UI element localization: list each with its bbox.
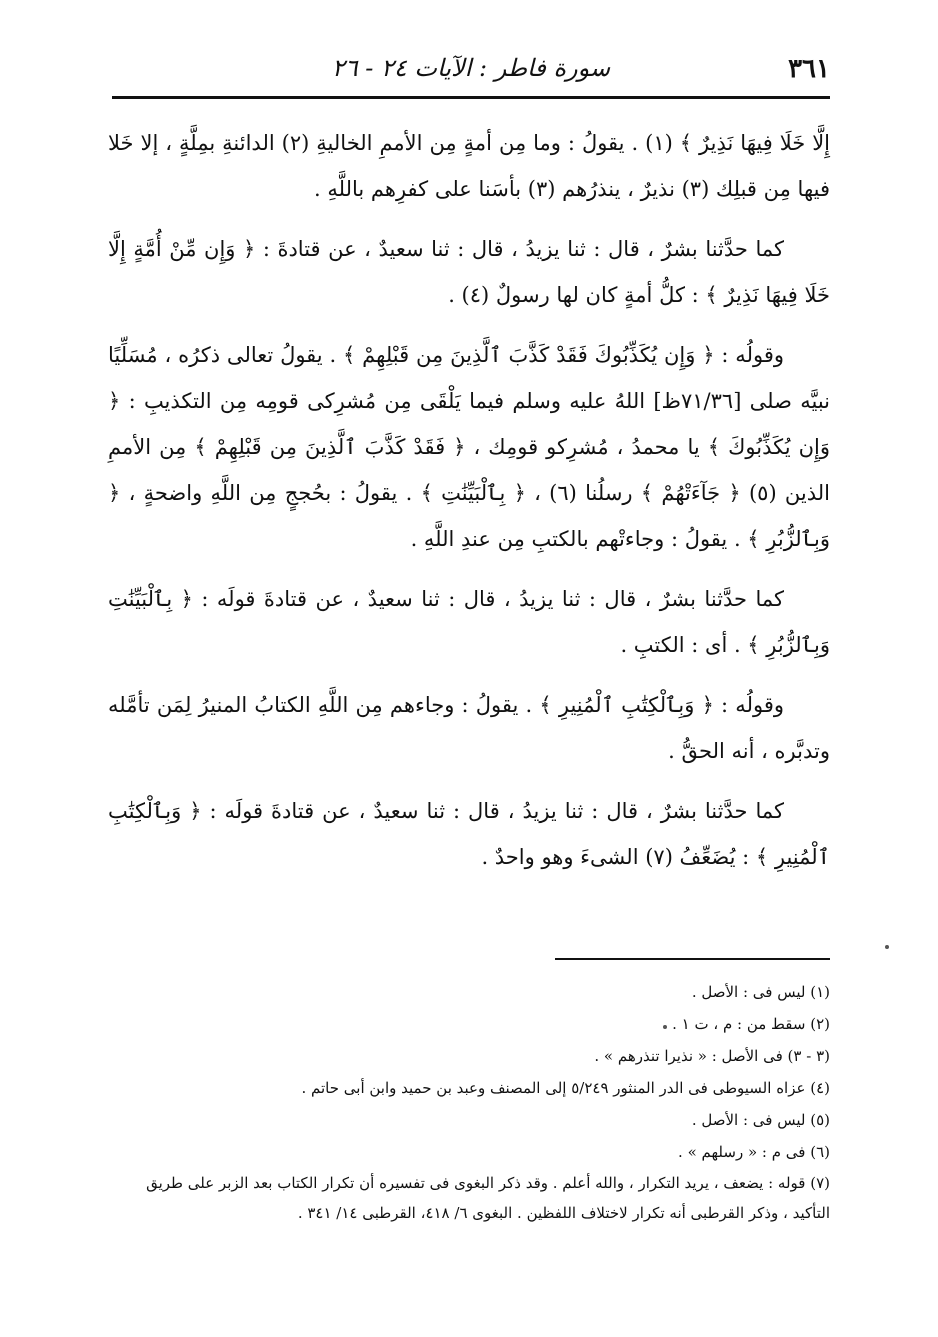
footnote: (٧) قوله : يضعف ، يريد التكرار ، والله أعلم . وقد ذكر البغوى فى تفسيره أن تكرار الكتاب بعد الزبر على طريق التأكيد ، وذكر القرطبى أنه تكرار لاختلاف اللفظين . البغوى ٦/ ٤١٨، القرطبى ١٤/ ٣٤١ . [146,1174,830,1222]
footnote: (٥) ليس فى : الأصل . [691,1111,830,1129]
page-number: ٣٦١ [788,54,830,84]
footnote: (٣ - ٣) فى الأصل : « نذيرا تنذرهم » . [594,1047,830,1065]
paragraph: وقولُه : ﴿ وَإِن يُكَذِّبُوكَ فَقَدْ كَذَّبَ ٱلَّذِينَ مِن قَبْلِهِمْ ﴾ . يقولُ تعالى ذكرُه ، مُسَلِّيًا نبيَّه صلى [٧١/٣٦ظ] اللهُ عليه وسلم فيما يَلْقَى مِن مُشرِكى قومِه مِن التكذيبِ : ﴿ وَإِن يُكَذِّبُوكَ ﴾ يا محمدُ ، مُشرِكو قومِك ، ﴿ فَقَدْ كَذَّبَ ٱلَّذِينَ مِن قَبْلِهِمْ ﴾ مِن الأممِ الذين (٥) ﴿ جَآءَتْهُمْ ﴾ رسلُنا (٦) ، ﴿ بِٱلْبَيِّنَٰتِ ﴾ . يقولُ : بحُججٍ مِن اللَّهِ واضحةٍ ، ﴿ وَبِٱلزُّبُرِ ﴾ . يقولُ : وجاءتْهم بالكتبِ مِن عندِ اللَّهِ . [108,343,831,551]
print-speck [885,945,889,949]
footnote-divider [555,958,830,960]
footnote: (١) ليس فى : الأصل . [691,983,830,1001]
paragraph: إِلَّا خَلَا فِيهَا نَذِيرٌ ﴾ (١) . يقولُ : وما مِن أمةٍ مِن الأممِ الخاليةِ (٢) الدائنةِ بمِلَّةٍ ، إلا خَلا فيها مِن قبلِك (٣) نذيرٌ ، ينذرُهم (٣) بأسَنا على كفرِهم باللَّهِ . [108,131,831,201]
footnote: (٢) سقط من : م ، ت ١ . [672,1015,830,1033]
footnotes [108,976,830,1228]
page-header [112,40,830,99]
print-speck [663,1025,667,1029]
running-title: سورة فاطر : الآيات ٢٤ - ٢٦ [331,54,611,82]
footnote: (٦) فى م : « رسلهم » . [678,1143,830,1161]
paragraph: وقولُه : ﴿ وَبِٱلْكِتَٰبِ ٱلْمُنِيرِ ﴾ . يقولُ : وجاءهم مِن اللَّهِ الكتابُ المنيرُ لِمَن تأمَّله وتدبَّره ، أنه الحقُّ . [108,693,830,763]
footnote: (٤) عزاه السيوطى فى الدر المنثور ٥/٢٤٩ إلى المصنف وعبد بن حميد وابن أبى حاتم . [301,1079,830,1097]
paragraph: كما حدَّثنا بشرٌ ، قال : ثنا يزيدُ ، قال : ثنا سعيدٌ ، عن قتادةَ قولَه : ﴿ بِٱلْبَيِّنَٰتِ وَبِٱلزُّبُرِ ﴾ . أى : الكتبِ . [108,587,830,657]
paragraph: كما حدَّثنا بشرٌ ، قال : ثنا يزيدُ ، قال : ثنا سعيدٌ ، عن قتادةَ : ﴿ وَإِن مِّنْ أُمَّةٍ إِلَّا خَلَا فِيهَا نَذِيرٌ ﴾ : كلُّ أمةٍ كان لها رسولٌ (٤) . [108,237,830,307]
paragraph: كما حدَّثنا بشرٌ ، قال : ثنا يزيدُ ، قال : ثنا سعيدٌ ، عن قتادةَ قولَه : ﴿ وَبِٱلْكِتَٰبِ ٱلْمُنِيرِ ﴾ : يُضَعِّفُ (٧) الشىءَ وهو واحدٌ . [108,799,830,869]
main-text [108,120,830,894]
